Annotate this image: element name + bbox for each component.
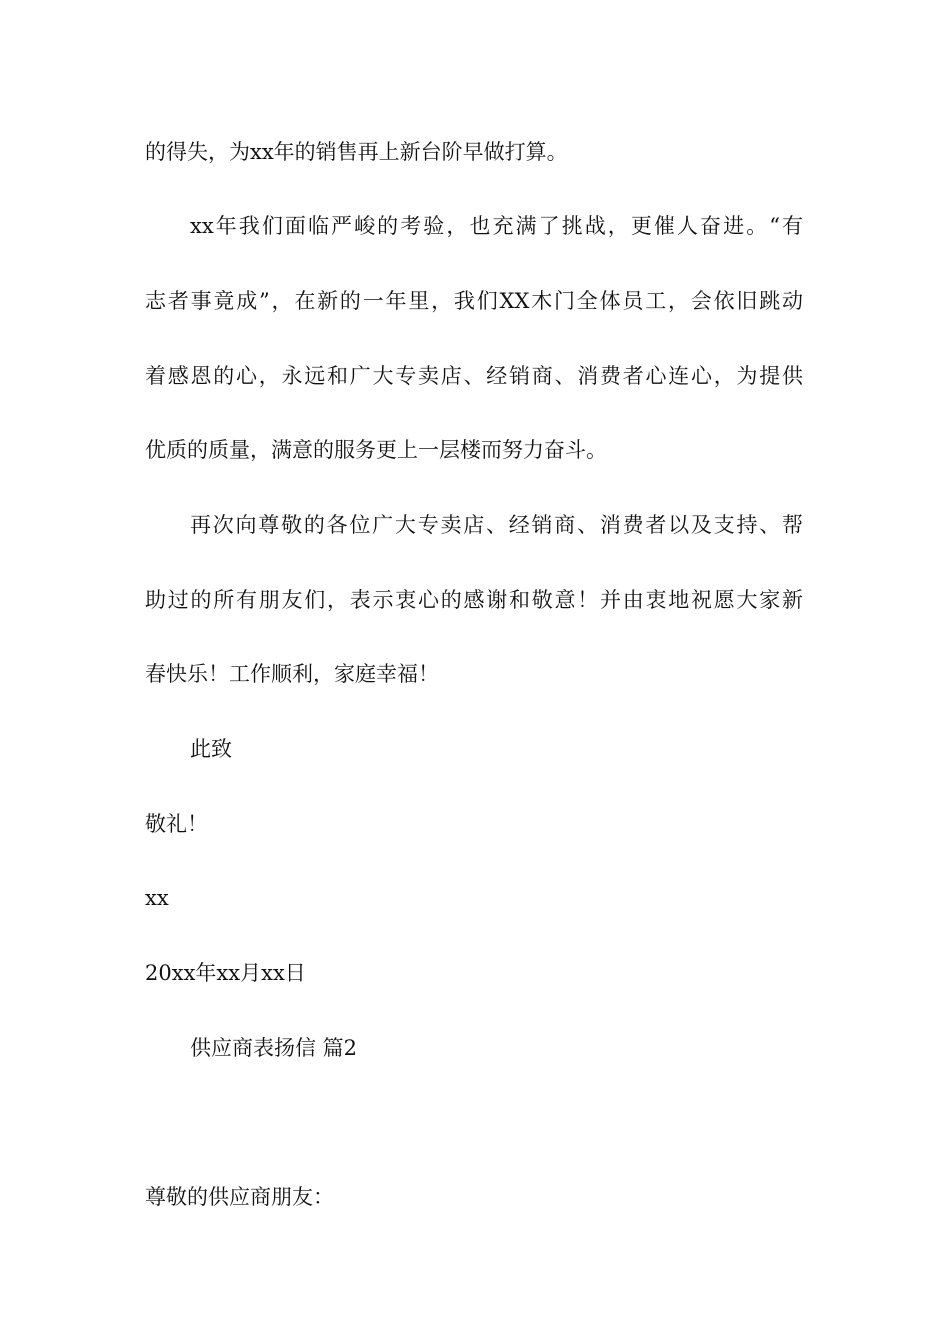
paragraph-line: 优质的质量，满意的服务更上一层楼而努力奋斗。: [145, 438, 607, 462]
paragraph-line: 助过的所有朋友们，表示衷心的感谢和敬意！并由衷地祝愿大家新: [145, 588, 803, 612]
paragraph-line: xx年我们面临严峻的考验，也充满了挑战，更催人奋进。“有: [190, 214, 803, 238]
paragraph-line: 再次向尊敬的各位广大专卖店、经销商、消费者以及支持、帮: [190, 513, 803, 537]
date-line: 20xx年xx月xx日: [145, 961, 306, 985]
signature: xx: [145, 886, 169, 910]
paragraph-line: 志者事竟成”，在新的一年里，我们XX木门全体员工，会依旧跳动: [145, 289, 803, 313]
closing-phrase: 此致: [190, 737, 232, 761]
paragraph-line: 的得失，为xx年的销售再上新台阶早做打算。: [145, 140, 568, 164]
paragraph-line: 春快乐！工作顺利，家庭幸福！: [145, 662, 439, 686]
closing-salute: 敬礼！: [145, 812, 208, 836]
paragraph-line: 着感恩的心，永远和广大专卖店、经销商、消费者心连心，为提供: [145, 364, 803, 388]
section-heading: 供应商表扬信 篇2: [190, 1036, 358, 1060]
salutation: 尊敬的供应商朋友：: [145, 1185, 334, 1209]
